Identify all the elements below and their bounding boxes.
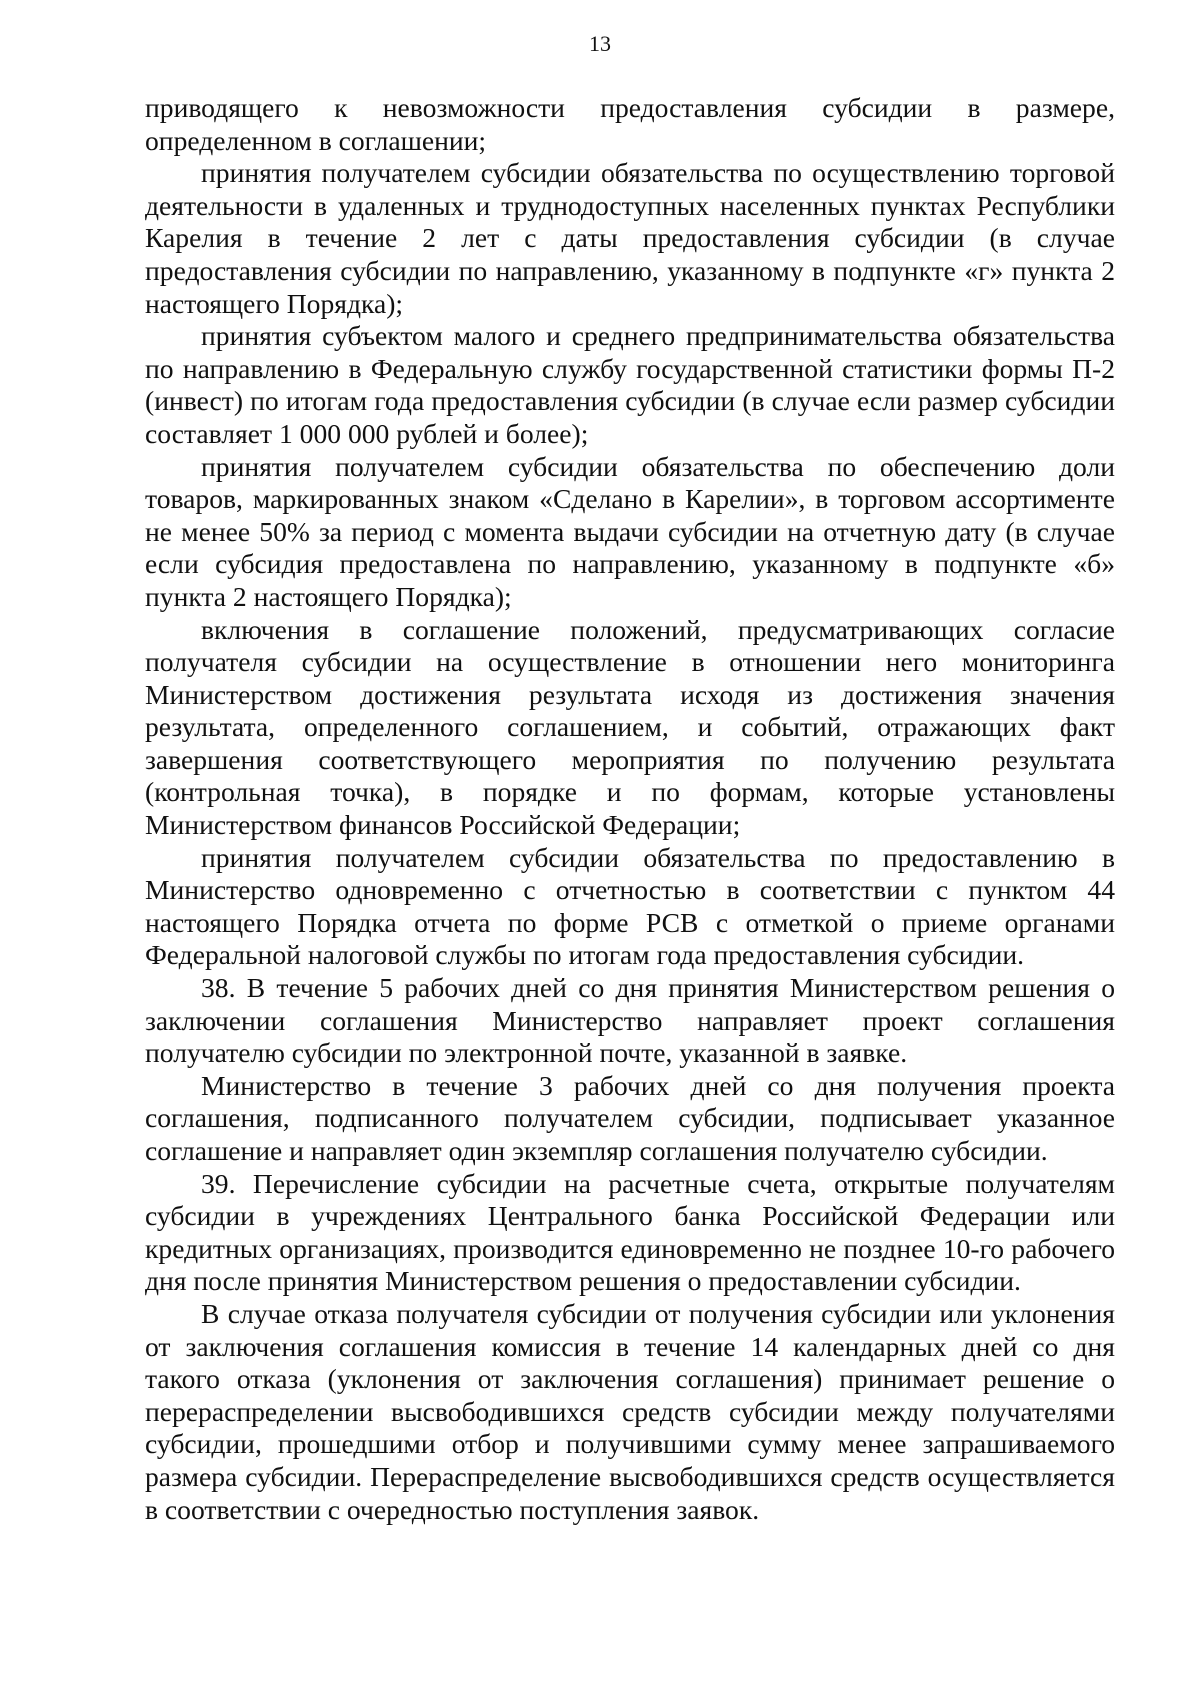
- paragraph-continuation: приводящего к невозможности предоставления субсидии в размере, определенном в соглашении;: [145, 92, 1115, 156]
- paragraph-agreement-signing: Министерство в течение 3 рабочих дней со дня получения проекта соглашения, подписанного получателем субсидии, подписывает указанное соглашение и направляет один экземпляр соглашения получателю субсидии.: [145, 1069, 1115, 1166]
- paragraph-karelia-goods-obligation: принятия получателем субсидии обязательства по обеспечению доли товаров, маркированных знаком «Сделано в Карелии», в торговом ассортименте не менее 50% за период с момента выдачи субсидии на отчетную дату (в случае если субсидия предоставлена по направлению, указанному в подпункте «б» пункта 2 настоящего Порядка);: [145, 450, 1115, 612]
- paragraph-rsv-report-obligation: принятия получателем субсидии обязательства по предоставлению в Министерство одновременно с отчетностью в соответствии с пунктом 44 настоящего Порядка отчета по форме РСВ с отметкой о приеме органами Федеральной налоговой службы по итогам года предоставления субсидии.: [145, 841, 1115, 971]
- paragraph-statistics-obligation: принятия субъектом малого и среднего предпринимательства обязательства по направлению в Федеральную службу государственной статистики формы П-2 (инвест) по итогам года предоставления субсидии (в случае если размер субсидии составляет 1 000 000 рублей и более);: [145, 320, 1115, 449]
- page-number: 13: [589, 31, 611, 56]
- paragraph-refusal-redistribution: В случае отказа получателя субсидии от получения субсидии или уклонения от заключения соглашения комиссия в течение 14 календарных дней со дня такого отказа (уклонения от заключения соглашения) принимает решение о перераспределении высвободившихся средств субсидии между получателями субсидии, прошедшими отбор и получившими сумму менее запрашиваемого размера субсидии. Перераспределение высвободившихся средств осуществляется в соответствии с очередностью поступления заявок.: [145, 1297, 1115, 1525]
- paragraph-trade-obligation: принятия получателем субсидии обязательства по осуществлению торговой деятельности в удаленных и труднодоступных населенных пунктах Республики Карелия в течение 2 лет с даты предоставления субсидии (в случае предоставления субсидии по направлению, указанному в подпункте «г» пункта 2 настоящего Порядка);: [145, 157, 1115, 319]
- document-body: [145, 92, 1115, 1526]
- paragraph-monitoring-consent: включения в соглашение положений, предусматривающих согласие получателя субсидии на осуществление в отношении него мониторинга Министерством достижения результата исходя из достижения значения результата, определенного соглашением, и событий, отражающих факт завершения соответствующего мероприятия по получению результата (контрольная точка), в порядке и по формам, которые установлены Министерством финансов Российской Федерации;: [145, 613, 1115, 841]
- paragraph-item-39: 39. Перечисление субсидии на расчетные счета, открытые получателям субсидии в учреждениях Центрального банка Российской Федерации или кредитных организациях, производится единовременно не позднее 10-го рабочего дня после принятия Министерством решения о предоставлении субсидии.: [145, 1167, 1115, 1297]
- paragraph-item-38: 38. В течение 5 рабочих дней со дня принятия Министерством решения о заключении соглашения Министерство направляет проект соглашения получателю субсидии по электронной почте, указанной в заявке.: [145, 972, 1115, 1069]
